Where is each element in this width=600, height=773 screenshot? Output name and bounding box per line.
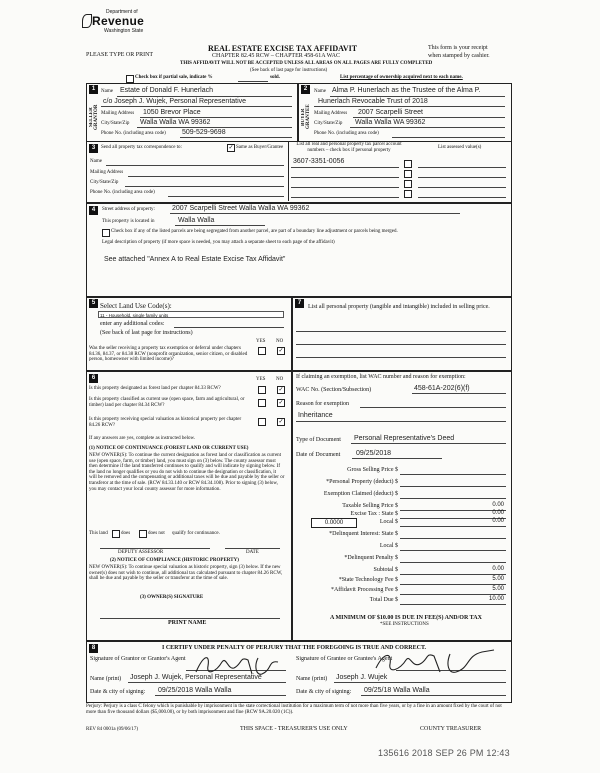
historic-yes-checkbox[interactable] (258, 418, 266, 426)
notice2-title: (2) NOTICE OF COMPLIANCE (HISTORIC PROPERTY) (110, 558, 239, 563)
grantor-print-label: Name (print) (90, 676, 122, 682)
reason-field[interactable]: Inheritance (298, 412, 333, 419)
perjury-notice: Perjury: Perjury is a class C felony which is punishable by imprisonment in the state correctional institution for a maximum term of not more than five years, or by a fine in an amount fixed by the court of not more than five thousand dollars ($5,000.00), or by both imprisonment and fine (RCW 9A.20.020 (1C)). (86, 704, 502, 715)
partial-sale-label: Check box if partial sale, indicate % (135, 75, 213, 80)
tax-line-label: Local $ (379, 519, 398, 525)
does-checkbox[interactable] (112, 530, 120, 538)
seller-name-label: Name (101, 89, 113, 94)
s3-name-label: Name (90, 159, 102, 164)
seller-side-label: SELLER GRANTOR (89, 104, 99, 130)
section-number: 4 (89, 206, 98, 215)
historic-no-checkbox[interactable]: ✓ (278, 419, 284, 425)
s3-city-label: City/State/Zip (90, 180, 119, 185)
tax-line-label: Local $ (379, 543, 398, 549)
section6-box (86, 371, 292, 641)
notice2-body: NEW OWNER(S): To continue special valuation as historic property, sign (3) below. If the new owner(s) does not wish to continue, all additional tax calculated pursuant to chapter 84.26 RCW, shall be due and payable by the seller or transferor at the time of sale. (89, 565, 283, 582)
tax-line-label: *Delinquent Interest: State $ (329, 531, 398, 537)
receipt-line1: This form is your receipt (428, 45, 488, 51)
current-use-yes-checkbox[interactable] (258, 399, 266, 407)
county-treasurer: COUNTY TREASURER (420, 726, 482, 732)
street-label: Street address of property: (102, 207, 155, 212)
additional-codes-label: enter any additional codes: (100, 321, 165, 327)
form-warning: THIS AFFIDAVIT WILL NOT BE ACCEPTED UNLESS ALL AREAS ON ALL PAGES ARE FULLY COMPLETED (180, 61, 433, 66)
forest-yes-checkbox[interactable] (258, 386, 266, 394)
if-yes-note: If any answers are yes, complete as instructed below. (89, 436, 196, 441)
seller-mailing-field[interactable]: 1050 Brevor Place (143, 109, 201, 116)
tax-line-value[interactable]: 10.00 (488, 596, 504, 602)
land-use-label: Select Land Use Code(s): (100, 302, 172, 310)
section-number: 5 (89, 299, 98, 308)
located-field[interactable]: Walla Walla (178, 217, 215, 224)
tax-line-label: Total Due $ (369, 597, 398, 603)
personal-property-label: List all personal property (tangible and intangible) included in selling price. (308, 304, 490, 310)
same-as-buyer-label: Same as Buyer/Grantee (236, 145, 284, 150)
tax-line-label: Taxable Selling Price $ (342, 503, 398, 509)
form-chapter: CHAPTER 82.45 RCW – CHAPTER 458-61A WAC (212, 53, 340, 59)
segregated-label: Check box if any of the listed parcels are being segregated from another parcel, are part of a boundary line adjustment or parcels being merged. (111, 229, 398, 234)
partial-sale-checkbox[interactable] (126, 75, 134, 83)
tax-line-label: *Personal Property (deduct) $ (326, 479, 398, 485)
land-use-select[interactable]: 11 - Household, single family units (98, 311, 284, 318)
seller-phone-field[interactable]: 509-529-9698 (182, 129, 226, 136)
buyer-phone-label: Phone No. (including area code) (314, 131, 379, 136)
tax-line-value[interactable]: 0.00 (492, 566, 504, 572)
tax-line-value[interactable]: 0.00 (492, 518, 504, 524)
receipt-line2: when stamped by cashier. (428, 53, 490, 59)
legal-desc-label: Legal description of property (if more space is needed, you may attach a separate sheet to each page of the affidavit) (102, 240, 335, 245)
local-rate-field[interactable]: 0.0000 (311, 518, 357, 528)
section-number: 2 (301, 85, 310, 94)
grantor-date-label: Date & city of signing: (90, 689, 146, 695)
seller-mailing-label: Mailing Address (101, 111, 135, 116)
ownership-note: List percentage of ownership acquired next to each name. (340, 75, 463, 80)
does-not-label: does not (148, 531, 165, 536)
personal-property-checkbox[interactable] (404, 160, 412, 168)
section-number: 7 (295, 299, 304, 308)
qualify-label: qualify for continuance. (172, 531, 220, 536)
tax-line-value[interactable]: 0.00 (492, 510, 504, 516)
section4-box (86, 203, 512, 297)
notice1-title: (1) NOTICE OF CONTINUANCE (FOREST LAND OR CURRENT USE) (89, 446, 249, 451)
deputy-assessor-label: DEPUTY ASSESSOR (118, 550, 164, 555)
notice1-body: NEW OWNER(S): To continue the current designation as forest land or classification as current use (open space, farm, or timber) land, you must sign on (3) below. The county assessor must then determine if the land transferred continues to qualify and will indicate by signing below. If the land no longer qualifies or you do not wish to continue the designation or classification, it will be removed and the compensating or additional taxes will be due and payable by the seller or transferor at the time of sale. (RCW 84.33.140 or RCW 84.34.108). Prior to signing (3) below, you may contact your local county assessor for more information. (89, 453, 285, 492)
no-header: NO (276, 377, 284, 382)
does-label: does (121, 531, 131, 536)
legal-desc-field[interactable]: See attached "Annex A to Real Estate Excise Tax Affidavit" (104, 256, 286, 263)
tax-line-label: *State Technology Fee $ (338, 577, 398, 583)
yes-header: YES (256, 377, 266, 382)
tax-line-label: Excise Tax : State $ (350, 511, 398, 517)
certify-statement: I CERTIFY UNDER PENALTY OF PERJURY THAT THE FOREGOING IS TRUE AND CORRECT. (162, 645, 427, 651)
assessed-header: List assessed value(s) (438, 145, 482, 150)
historic-question: Is this property receiving special valuation as historical property per chapter 84.26 RCW? (89, 417, 242, 428)
no-header: NO (276, 339, 284, 344)
grantee-signature-icon[interactable] (370, 646, 500, 680)
buyer-name-label: Name (314, 89, 326, 94)
buyer-name-field[interactable]: Alma P. Hunerlach as the Trustee of the Alma P. (332, 87, 481, 94)
dept-line3: Washington State (104, 28, 144, 34)
dept-logo: Revenue (92, 14, 145, 28)
buyer-name2-field[interactable]: Hunerlach Revocable Trust of 2018 (318, 98, 428, 105)
revenue-logo-icon (82, 14, 92, 28)
section-number: 1 (89, 85, 98, 94)
buyer-city-field[interactable]: Walla Walla WA 99362 (355, 119, 426, 126)
grantee-print-label: Name (print) (296, 676, 328, 682)
tax-line-label: Subtotal $ (373, 567, 398, 573)
wac-label: WAC No. (Section/Subsection) (296, 387, 372, 393)
deputy-date-label: DATE (246, 550, 259, 555)
seller-name-field[interactable]: Estate of Donald F. Hunerlach (120, 87, 213, 94)
section-number: 6 (89, 374, 98, 383)
grantor-sig-label: Signature of Grantor or Grantor's Agent (90, 656, 186, 662)
buyer-mailing-label: Mailing Address (314, 111, 348, 116)
receipt-stamp: 135616 2018 SEP 26 PM 12:43 (378, 748, 510, 758)
personal-property-checkbox[interactable] (404, 180, 412, 188)
tax-line-value[interactable]: 5.00 (492, 586, 504, 592)
grantor-date-field[interactable]: 09/25/2018 Walla Walla (158, 687, 232, 694)
forest-no-checkbox[interactable]: ✓ (278, 387, 284, 393)
personal-property-checkbox[interactable] (404, 170, 412, 178)
section-number: 3 (89, 144, 98, 153)
forest-land-question: Is this property designated as forest land per chapter 84.33 RCW? (89, 386, 221, 391)
s3-phone-label: Phone No. (including area code) (90, 190, 155, 195)
current-use-question: Is this property classified as current use (open space, farm and agricultural, or timber) land per chapter 84.34 RCW? (89, 397, 245, 408)
does-not-checkbox[interactable] (139, 530, 147, 538)
form-revision: REV 84 0001a (09/06/17) (86, 727, 138, 732)
doc-date-field[interactable]: 09/25/2018 (356, 450, 392, 457)
tax-line-label: *Delinquent Penalty $ (344, 555, 398, 561)
tax-line-value[interactable]: 5.00 (492, 576, 504, 582)
see-back-5: (See back of last page for instructions) (100, 330, 193, 336)
exemption-yes-checkbox[interactable] (258, 347, 266, 355)
sold-label: sold. (270, 75, 280, 80)
grantor-print-field[interactable]: Joseph J. Wujek, Personal Representative (130, 674, 262, 681)
buyer-city-label: City/State/Zip (314, 121, 343, 126)
parcel-number-field[interactable]: 3607-3351-0056 (293, 158, 345, 165)
personal-property-checkbox[interactable] (404, 190, 412, 198)
yes-header: YES (256, 339, 266, 344)
owner-signature-label: (3) OWNER(S) SIGNATURE (140, 595, 204, 600)
exemption-no-checkbox[interactable]: ✓ (278, 348, 284, 354)
doc-date-label: Date of Document (296, 452, 341, 458)
doc-type-field[interactable]: Personal Representative's Deed (354, 435, 455, 442)
same-as-buyer-checkbox[interactable]: ✓ (228, 145, 234, 151)
section-number: 8 (89, 644, 98, 653)
grantee-print-field[interactable]: Joseph J. Wujek (336, 674, 388, 681)
grantee-sig-label: Signature of Grantee or Grantee's Agent (296, 656, 393, 662)
see-back: (See back of last page for instructions) (250, 68, 328, 73)
tax-line-label: Gross Selling Price $ (347, 467, 398, 473)
seller-phone-label: Phone No. (including area code) (101, 131, 166, 136)
seller-name2-field[interactable]: c/o Joseph J. Wujek, Personal Representative (103, 98, 247, 105)
form-title: REAL ESTATE EXCISE TAX AFFIDAVIT (208, 44, 358, 53)
minimum-due: A MINIMUM OF $10.00 IS DUE IN FEE(S) AND/OR TAX (330, 615, 482, 621)
s3-mailing-label: Mailing Address (90, 170, 124, 175)
segregated-checkbox[interactable] (102, 229, 110, 237)
tax-line-value[interactable]: 0.00 (492, 502, 504, 508)
grantee-date-label: Date & city of signing: (296, 689, 352, 695)
current-use-no-checkbox[interactable]: ✓ (278, 400, 284, 406)
see-instructions: *SEE INSTRUCTIONS (380, 622, 429, 627)
seller-city-label: City/State/Zip (101, 121, 130, 126)
claim-exemption-label: If claiming an exemption, list WAC number and reason for exemption: (296, 374, 466, 380)
treasurer-space: THIS SPACE - TREASURER'S USE ONLY (240, 726, 348, 732)
located-label: This property is located in (102, 219, 155, 224)
wac-field[interactable]: 458-61A-202(6)(f) (414, 385, 470, 392)
seller-city-field[interactable]: Walla Walla WA 99362 (140, 119, 211, 126)
this-land-label: This land (89, 531, 108, 536)
tax-line-label: *Affidavit Processing Fee $ (330, 587, 398, 593)
tax-line-label: Exemption Claimed (deduct) $ (323, 491, 398, 497)
doc-type-label: Type of Document (296, 437, 341, 443)
reason-label: Reason for exemption (296, 401, 349, 407)
exemption-question: Was the seller receiving a property tax exemption or deferral under chapters 84.36, 84.37, or 84.38 RCW (nonprofit organization, senior citizen, or disabled person, homeowner with limited income)? (89, 346, 248, 362)
correspondence-label: Send all property tax correspondence to: (101, 145, 182, 150)
please-type: PLEASE TYPE OR PRINT (86, 52, 154, 58)
buyer-mailing-field[interactable]: 2007 Scarpelli Street (358, 109, 423, 116)
street-field[interactable]: 2007 Scarpelli Street Walla Walla WA 99362 (172, 205, 310, 212)
buyer-side-label: BUYER GRANTEE (301, 104, 311, 130)
dept-line1: Department of (106, 9, 138, 15)
parcel-header: List all real and personal property tax parcel account numbers – check box if personal property (296, 142, 402, 153)
grantee-date-field[interactable]: 09/25/18 Walla Walla (364, 687, 430, 694)
print-name-label: PRINT NAME (168, 620, 207, 626)
